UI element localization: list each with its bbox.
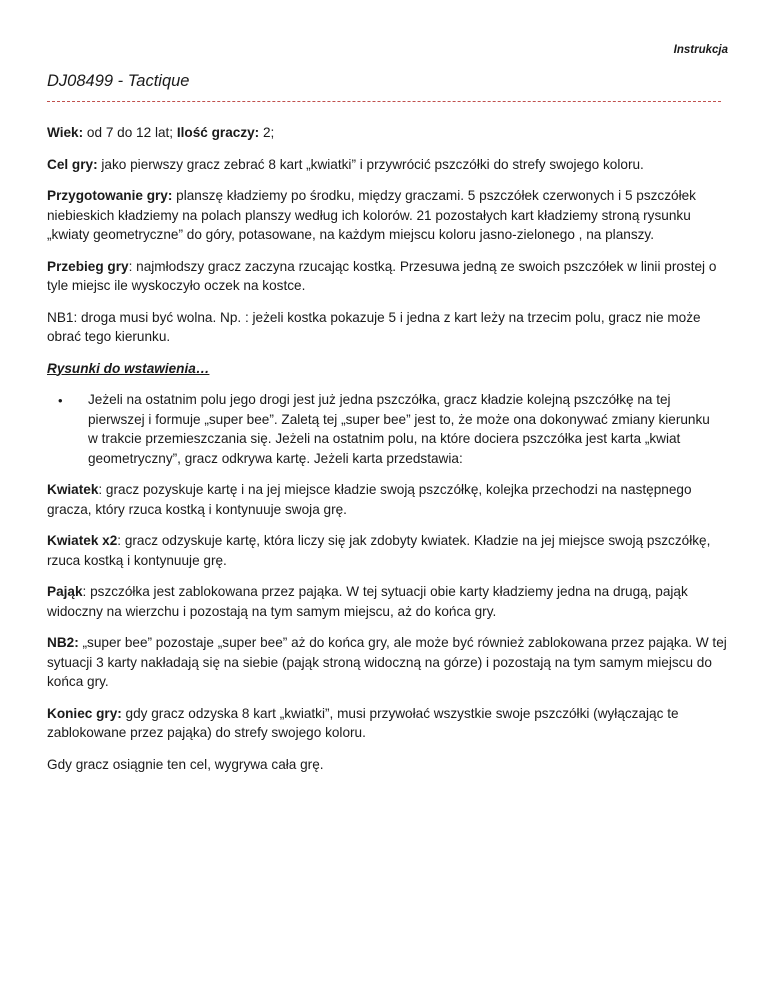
spider-label: Pająk [47,584,83,599]
flower-x2-text: : gracz odzyskuje kartę, która liczy się jak zdobyty kwiatek. Kładzie na jej miejsce swoją pszczółkę, rzuca kostką i kontynuuje grę. [47,533,711,568]
bullet-text: Jeżeli na ostatnim polu jego drogi jest już jedna pszczółka, gracz kładzie kolejną pszczółkę na tej pierwszej i formuje „super bee”. Zaletą tej „super bee” jest to, że może ona dokonywać zmiany kierunku w trakcie przemieszczania się. Jeżeli na ostatnim polu, na które dociera pszczółka jest karta „kwiat geometryczny”, gracz odkrywa kartę. Jeżeli karta przedstawia: [88,392,710,466]
age-value: od 7 do 12 lat; [83,125,177,140]
end-game-label: Koniec gry: [47,705,122,721]
gameplay-text: : najmłodszy gracz zaczyna rzucając kostką. Przesuwa jedną ze swoich pszczółek w linii prostej o tyle miejsc ile wyskoczyło oczek na kostce. [47,258,717,293]
age-label: Wiek: [47,125,84,140]
paragraph-spider [47,582,731,621]
paragraph-nb2 [47,633,731,692]
paragraph-win [47,755,731,775]
nb2-label: NB2: [47,635,79,650]
paragraph-drawings-note [47,359,731,379]
win-text: Gdy gracz osiągnie ten cel, wygrywa cała grę. [47,756,324,772]
paragraph-nb1 [47,308,731,347]
setup-label: Przygotowanie gry: [47,188,173,203]
goal-text: jako pierwszy gracz zebrać 8 kart „kwiatki” i przywrócić pszczółki do strefy swojego koloru. [97,156,644,172]
goal-label: Cel gry: [47,156,98,172]
flower-text: : gracz pozyskuje kartę i na jej miejsce kładzie swoją pszczółkę, kolejka przechodzi na następnego gracza, który rzuca kostką i kontynuuje swoja grę. [47,482,692,517]
spider-text: : pszczółka jest zablokowana przez pająka. W tej sytuacji obie karty kładziemy jedna na drugą, pająk widoczny na wierzchu i pozostają na tym samym miejscu, aż do końca gry. [47,584,688,619]
title-divider [47,101,721,102]
paragraph-goal [47,155,731,175]
paragraph-flower [47,480,731,519]
gameplay-label: Przebieg gry [47,258,129,274]
paragraph-age-players [47,123,731,143]
end-game-text: gdy gracz odzyska 8 kart „kwiatki”, musi przywołać wszystkie swoje pszczółki (wyłączając te zablokowane przez pająka) do strefy swojego koloru. [47,705,679,740]
paragraph-gameplay [47,257,731,296]
setup-text: planszę kładziemy po środku, między graczami. 5 pszczółek czerwonych i 5 pszczółek niebieskich kładziemy na polach planszy według ich kolorów. 21 pozostałych kart kładziemy stroną rysunku „kwiaty geometryczne” do góry, potasowane, na każdym miejscu koloru jasno-zielonego , na planszy. [47,188,696,242]
flower-label: Kwiatek [47,482,99,497]
drawings-note: Rysunki do wstawienia… [47,360,210,376]
header-label: Instrukcja [673,44,728,56]
bullet-icon: • [58,393,63,408]
paragraph-end-game [47,704,731,743]
document-body [47,123,731,786]
nb2-text: „super bee” pozostaje „super bee” aż do końca gry, ale może być również zablokowana przez pająka. W tej sytuacji 3 karty nakładają się na siebie (pająk stroną widoczną na górze) i pozostają na tym samym miejscu do końca gry. [47,635,727,689]
players-value: 2; [259,125,275,140]
players-label: Ilość graczy: [176,125,260,140]
flower-x2-label: Kwiatek x2 [47,533,118,548]
paragraph-setup [47,186,731,245]
bullet-item [47,390,731,468]
nb1-text: NB1: droga musi być wolna. Np. : jeżeli kostka pokazuje 5 i jedna z kart leży na trzecim polu, gracz nie może obrać tego kierunku. [47,309,701,344]
document-title: DJ08499 - Tactique [47,72,190,90]
paragraph-flower-x2 [47,531,731,570]
